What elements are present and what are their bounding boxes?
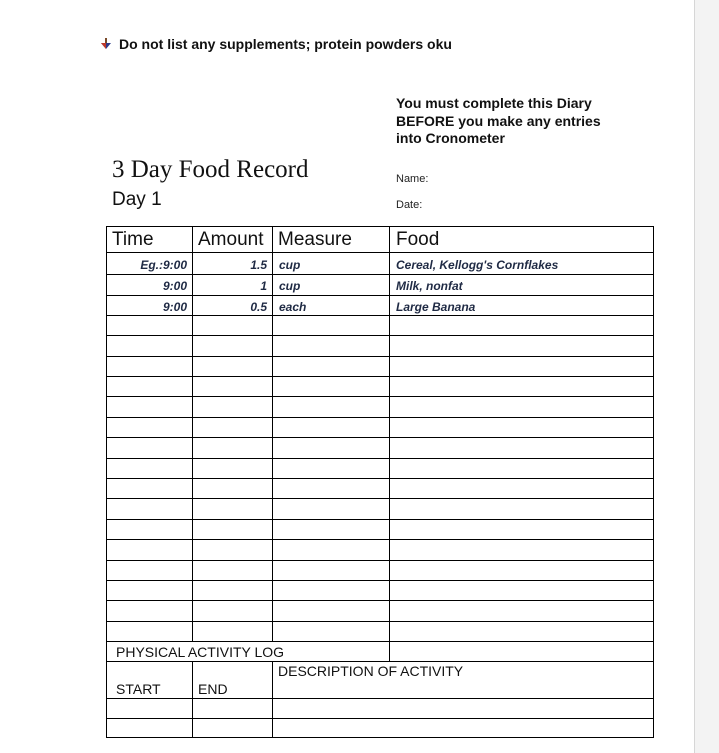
row-3-food: Large Banana [396,300,476,314]
activity-start-label: START [116,681,161,697]
activity-log-title: PHYSICAL ACTIVITY LOG [116,644,285,660]
name-label: Name: [396,173,429,185]
activity-end-label: END [198,681,228,697]
row-1-food: Cereal, Kellogg's Cornflakes [396,258,559,272]
row-2-food: Milk, nonfat [396,279,463,293]
row-2-time: 9:00 [162,279,187,293]
row-3-time: 9:00 [162,300,187,314]
record-title: 3 Day Food Record [112,156,309,183]
activity-description-header: DESCRIPTION OF ACTIVITY [278,663,464,679]
row-2-amount: 1 [260,279,267,293]
header-time: Time [112,229,154,250]
note-text: Do not list any supplements; protein powders oku [119,36,452,52]
header-amount: Amount [198,229,264,250]
instruction-line: into Cronometer [396,130,505,146]
header-measure: Measure [278,229,352,250]
instruction-line: BEFORE you make any entries [396,112,601,129]
row-1-time: Eg.:9:00 [140,258,187,272]
row-1-amount: 1.5 [250,258,267,272]
row-3-measure: each [279,300,307,314]
header-food: Food [396,229,440,250]
instruction-line: You must complete this Diary [396,95,592,111]
row-1-measure: cup [279,258,301,272]
row-3-amount: 0.5 [250,300,267,314]
date-label: Date: [396,199,423,211]
day-label: Day 1 [112,189,162,210]
row-2-measure: cup [279,279,301,293]
